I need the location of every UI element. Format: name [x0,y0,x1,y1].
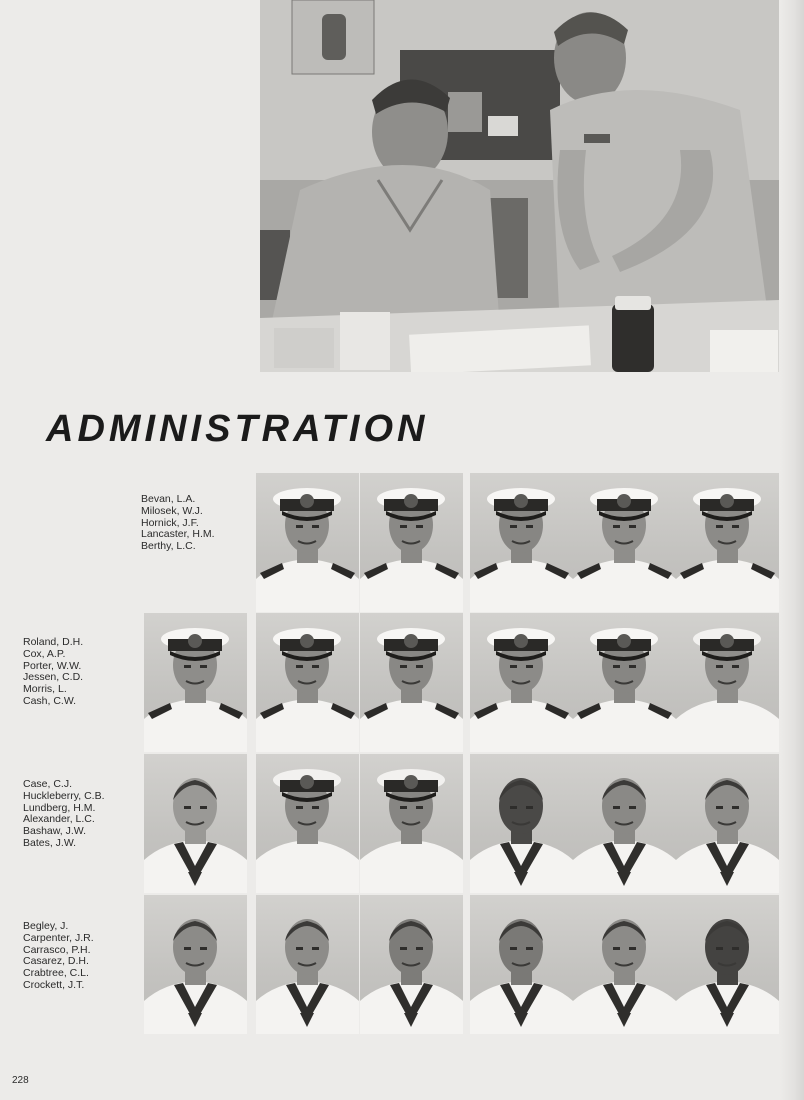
page-number: 228 [12,1075,29,1086]
name-entry: Cox, A.P. [23,647,66,660]
name-entry: Bashaw, J.W. [23,825,87,838]
name-entry: Case, C.J. [23,778,73,790]
portrait-photo [573,895,676,1034]
portrait-photo [144,754,247,893]
name-entry: Cash, C.W. [23,694,77,707]
name-entry: Alexander, L.C. [23,813,95,826]
name-entry: Crockett, J.T. [23,978,85,991]
section-title: ADMINISTRATION [46,408,429,450]
name-entry: Lancaster, H.M. [141,528,215,541]
name-entry: Hornick, J.F. [141,516,199,529]
row-4-name-list [23,921,94,992]
portrait-photo [256,613,359,752]
portrait-photo [144,895,247,1034]
portrait-photo [470,754,573,893]
name-entry: Berthy, L.C. [141,540,196,553]
portrait-photo [470,473,573,612]
name-entry: Carpenter, J.R. [23,931,94,944]
name-entry: Casarez, D.H. [23,955,89,968]
portrait-photo [256,895,359,1034]
name-entry: Huckleberry, C.B. [23,789,105,802]
page-edge-shadow [780,0,804,1100]
name-entry: Bevan, L.A. [141,493,196,505]
portrait-photo [256,473,359,612]
hero-photo [260,0,779,372]
portrait-photo [676,895,779,1034]
name-entry: Carrasco, P.H. [23,943,91,956]
name-entry: Morris, L. [23,683,67,696]
portrait-photo [470,613,573,752]
name-entry: Bates, J.W. [23,836,77,849]
row-1-name-list [141,494,215,553]
name-entry: Crabtree, C.L. [23,967,89,980]
portrait-photo [573,613,676,752]
portrait-photo [573,473,676,612]
portrait-photo [360,895,463,1034]
row-3-name-list [23,779,105,850]
portrait-photo [676,754,779,893]
name-entry: Lundberg, H.M. [23,801,96,814]
name-entry: Porter, W.W. [23,659,82,672]
name-entry: Jessen, C.D. [23,671,84,684]
name-entry: Roland, D.H. [23,636,84,648]
portrait-photo [144,613,247,752]
portrait-photo [573,754,676,893]
name-entry: Milosek, W.J. [141,504,203,517]
portrait-photo [360,473,463,612]
portrait-photo [256,754,359,893]
portrait-photo [470,895,573,1034]
portrait-photo [676,613,779,752]
row-2-name-list [23,637,83,708]
portrait-photo [360,613,463,752]
portrait-photo [360,754,463,893]
portrait-photo [676,473,779,612]
name-entry: Begley, J. [23,920,69,932]
